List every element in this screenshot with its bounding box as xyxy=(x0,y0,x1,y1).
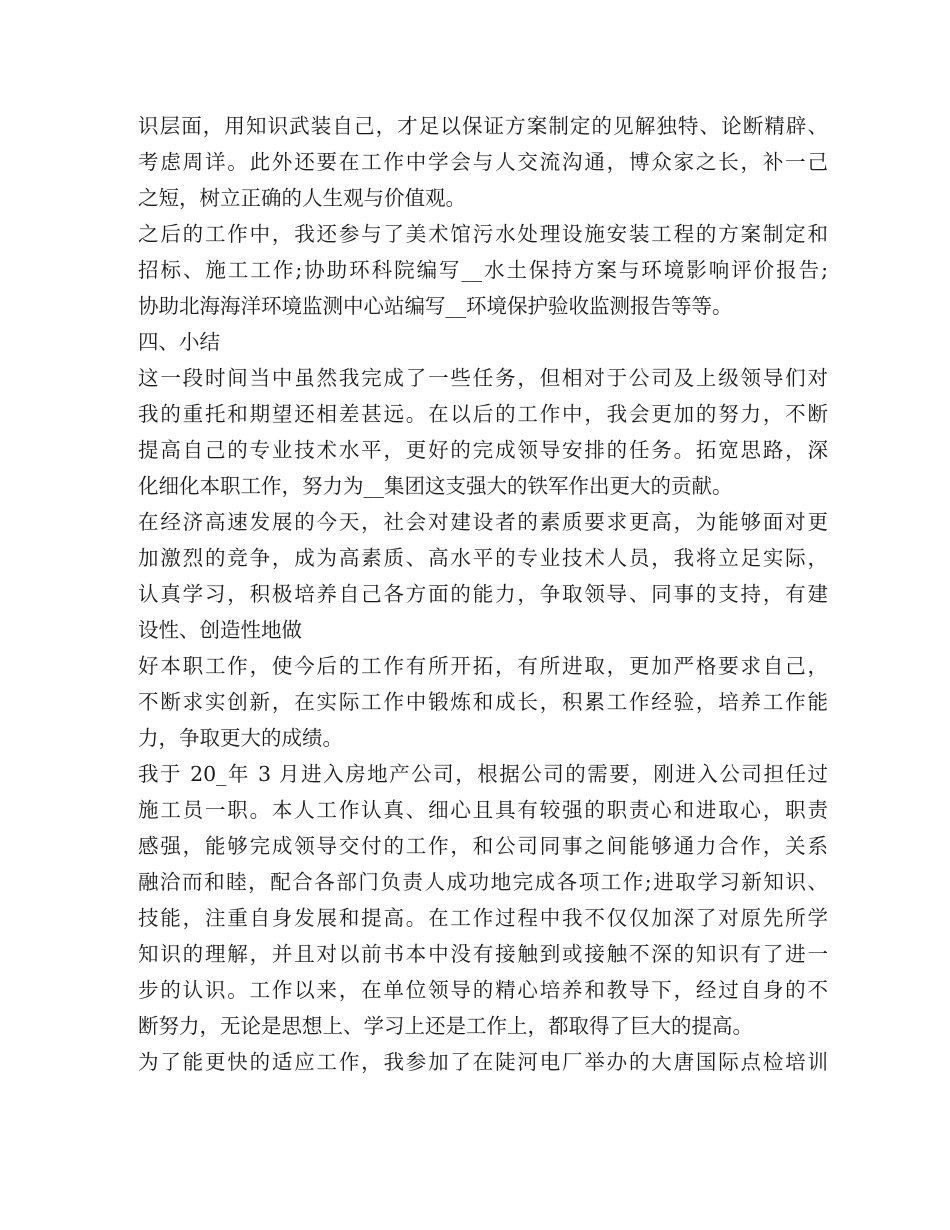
text-line: 协助北海海洋环境监测中心站编写__环境保护验收监测报告等等。 xyxy=(138,294,733,318)
text-line: 力，争取更大的成绩。 xyxy=(138,726,343,750)
text-line: 这一段时间当中虽然我完成了一些任务，但相对于公司及上级领导们对 xyxy=(138,366,828,390)
text-line: 之后的工作中，我还参与了美术馆污水处理设施安装工程的方案制定和 xyxy=(138,222,828,246)
text-line: 在经济高速发展的今天，社会对建设者的素质要求更高，为能够面对更 xyxy=(138,510,828,534)
text-line: 断努力，无论是思想上、学习上还是工作上，都取得了巨大的提高。 xyxy=(138,1014,753,1038)
text-line: 步的认识。工作以来，在单位领导的精心培养和教导下，经过自身的不 xyxy=(138,978,828,1002)
text-line: 之短，树立正确的人生观与价值观。 xyxy=(138,186,466,210)
text-line: 技能，注重自身发展和提高。在工作过程中我不仅仅加深了对原先所学 xyxy=(138,906,828,930)
text-line: 化细化本职工作，努力为__集团这支强大的铁军作出更大的贡献。 xyxy=(138,474,733,498)
section-heading: 四、小结 xyxy=(138,330,220,354)
text-line: 好本职工作，使今后的工作有所开拓，有所进取，更加严格要求自己， xyxy=(138,654,828,678)
text-line: 识层面，用知识武装自己，才足以保证方案制定的见解独特、论断精辟、 xyxy=(138,114,828,138)
text-line: 融洽而和睦，配合各部门负责人成功地完成各项工作;进取学习新知识、 xyxy=(138,870,828,894)
text-line: 加激烈的竞争，成为高素质、高水平的专业技术人员，我将立足实际， xyxy=(138,546,828,570)
text-line: 不断求实创新，在实际工作中锻炼和成长，积累工作经验，培养工作能 xyxy=(138,690,828,714)
document-body xyxy=(138,108,828,1080)
text-line: 施工员一职。本人工作认真、细心且具有较强的职责心和进取心，职责 xyxy=(138,798,828,822)
text-line: 认真学习，积极培养自己各方面的能力，争取领导、同事的支持，有建 xyxy=(138,582,828,606)
text-line: 提高自己的专业技术水平，更好的完成领导安排的任务。拓宽思路，深 xyxy=(138,438,828,462)
text-line: 感强，能够完成领导交付的工作，和公司同事之间能够通力合作，关系 xyxy=(138,834,828,858)
text-line: 考虑周详。此外还要在工作中学会与人交流沟通，博众家之长，补一己 xyxy=(138,150,828,174)
text-line: 设性、创造性地做 xyxy=(138,618,302,642)
text-line: 我的重托和期望还相差甚远。在以后的工作中，我会更加的努力，不断 xyxy=(138,402,828,426)
text-line: 我于 20_年 3 月进入房地产公司，根据公司的需要，刚进入公司担任过 xyxy=(138,762,828,786)
text-line: 招标、施工工作;协助环科院编写__水土保持方案与环境影响评价报告; xyxy=(138,258,828,282)
text-line: 知识的理解，并且对以前书本中没有接触到或接触不深的知识有了进一 xyxy=(138,942,828,966)
text-line: 为了能更快的适应工作，我参加了在陡河电厂举办的大唐国际点检培训 xyxy=(138,1050,828,1074)
